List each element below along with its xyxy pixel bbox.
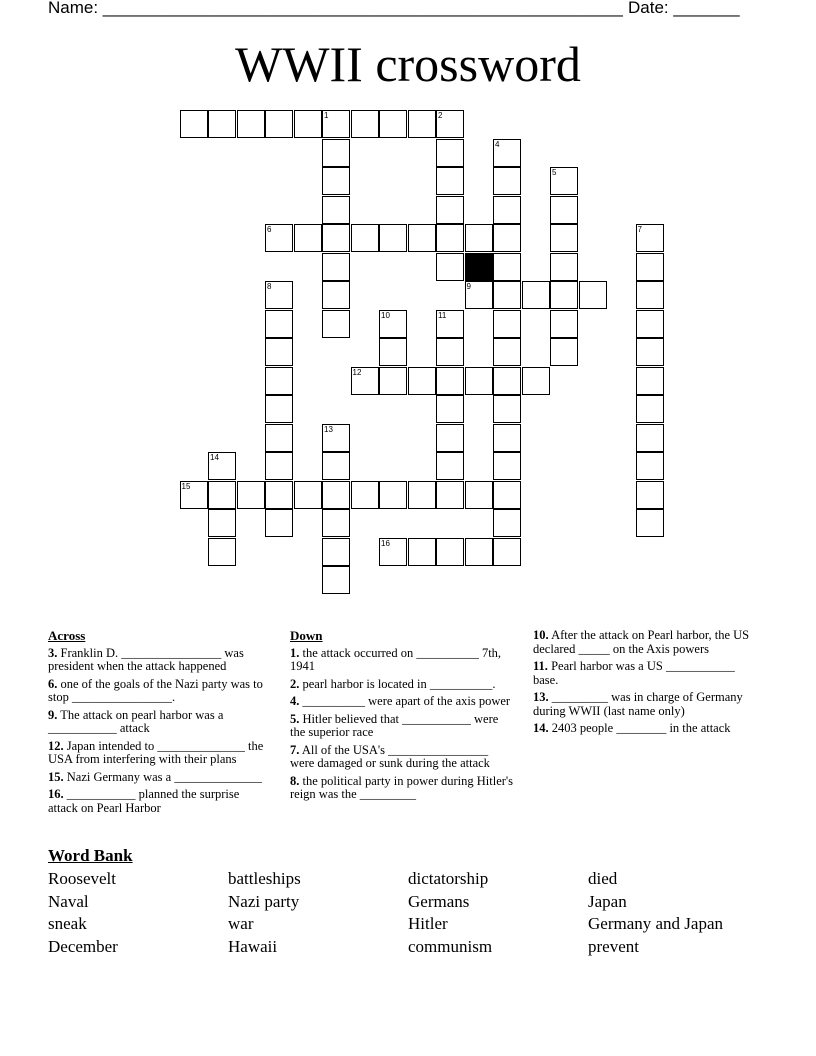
- grid-cell[interactable]: [436, 167, 464, 195]
- grid-cell[interactable]: [322, 253, 350, 281]
- word-bank-item: prevent: [588, 936, 639, 956]
- grid-cell[interactable]: [493, 424, 521, 452]
- grid-cell[interactable]: [493, 196, 521, 224]
- word-bank-item: December: [48, 936, 118, 956]
- word-bank-item: Hawaii: [228, 936, 278, 956]
- word-bank-item: Hitler: [408, 914, 448, 934]
- clue-across-12: 12. Japan intended to ______________ the USA from interfering with their plans: [48, 738, 264, 766]
- grid-cell[interactable]: [322, 538, 350, 566]
- clue-number: 7: [637, 225, 642, 234]
- grid-cell[interactable]: [493, 224, 521, 252]
- grid-cell[interactable]: [493, 167, 521, 195]
- grid-cell[interactable]: [322, 566, 350, 594]
- grid-cell[interactable]: [550, 281, 578, 309]
- clue-number: 9: [466, 282, 471, 291]
- clue-number: 6: [267, 225, 272, 234]
- grid-cell[interactable]: [265, 424, 293, 452]
- grid-cell[interactable]: [351, 224, 379, 252]
- grid-cell[interactable]: [265, 509, 293, 537]
- down-clues: [290, 629, 515, 806]
- grid-cell[interactable]: [265, 452, 293, 480]
- clue-across-15: 15. Nazi Germany was a ______________: [48, 769, 262, 784]
- word-bank-title: Word Bank: [48, 846, 133, 865]
- down-clues-continued: [533, 629, 763, 740]
- grid-cell[interactable]: [493, 367, 521, 395]
- grid-cell[interactable]: [550, 253, 578, 281]
- grid-cell[interactable]: [465, 538, 493, 566]
- clue-number: 14: [210, 453, 219, 462]
- grid-cell[interactable]: [636, 395, 664, 423]
- clue-number: 12: [352, 367, 362, 377]
- grid-cell[interactable]: [322, 110, 350, 138]
- grid-cell[interactable]: [636, 224, 664, 252]
- grid-cell[interactable]: [522, 281, 550, 309]
- grid-cell[interactable]: [351, 367, 379, 395]
- across-heading: Across: [48, 628, 86, 643]
- grid-cell[interactable]: [322, 224, 350, 252]
- grid-cell[interactable]: [322, 509, 350, 537]
- grid-cell[interactable]: [208, 452, 236, 480]
- grid-cell[interactable]: [294, 481, 322, 509]
- clue-across-6: 6. one of the goals of the Nazi party was to stop ________________.: [48, 676, 263, 704]
- word-bank-item: Nazi party: [228, 891, 300, 911]
- grid-cell[interactable]: [493, 481, 521, 509]
- grid-cell[interactable]: [265, 281, 293, 309]
- grid-cell[interactable]: [379, 110, 407, 138]
- grid-cell[interactable]: [379, 224, 407, 252]
- word-bank-item: Naval: [48, 891, 89, 911]
- word-bank-item: Germans: [408, 891, 470, 911]
- clue-across-16: 16. ___________ planned the surprise attack on Pearl Harbor: [48, 787, 240, 815]
- grid-cell[interactable]: [436, 481, 464, 509]
- grid-cell[interactable]: [436, 224, 464, 252]
- grid-cell[interactable]: [180, 481, 208, 509]
- grid-cell[interactable]: [636, 481, 664, 509]
- grid-cell[interactable]: [465, 281, 493, 309]
- clue-number: 5: [552, 168, 557, 177]
- grid-cell[interactable]: [550, 167, 578, 195]
- grid-cell[interactable]: [493, 395, 521, 423]
- grid-cell[interactable]: [408, 538, 436, 566]
- grid-cell[interactable]: [351, 481, 379, 509]
- word-bank-item: Roosevelt: [48, 869, 116, 888]
- clue-number: 16: [381, 538, 390, 548]
- grid-cell[interactable]: [493, 452, 521, 480]
- grid-cell[interactable]: [436, 196, 464, 224]
- clue-number: 11: [438, 310, 447, 320]
- grid-cell[interactable]: [294, 110, 322, 138]
- grid-cell[interactable]: [550, 196, 578, 224]
- down-heading: Down: [290, 628, 323, 643]
- grid-cell[interactable]: [436, 338, 464, 366]
- grid-cell[interactable]: [522, 367, 550, 395]
- grid-cell[interactable]: [379, 338, 407, 366]
- grid-cell[interactable]: [465, 481, 493, 509]
- clue-number: 10: [381, 310, 390, 320]
- black-square: [465, 253, 493, 281]
- grid-cell[interactable]: [208, 509, 236, 537]
- grid-cell[interactable]: [322, 452, 350, 480]
- grid-cell[interactable]: [436, 110, 464, 138]
- word-bank-item: battleships: [228, 869, 301, 888]
- grid-cell[interactable]: [636, 310, 664, 338]
- clue-down-7: 7. All of the USA's ________________ were damaged or sunk during the attack: [290, 742, 490, 770]
- clue-down-11: 11. Pearl harbor was a US ___________ base.: [533, 659, 735, 687]
- clue-number: 8: [267, 282, 272, 291]
- clue-down-2: 2. pearl harbor is located in __________.: [290, 676, 496, 691]
- date-line[interactable]: Date: _______: [628, 0, 740, 17]
- word-bank-item: communism: [408, 936, 493, 956]
- grid-cell[interactable]: [180, 110, 208, 138]
- grid-cell[interactable]: [579, 281, 607, 309]
- grid-cell[interactable]: [379, 481, 407, 509]
- clue-number: 13: [324, 424, 333, 434]
- grid-cell[interactable]: [550, 224, 578, 252]
- clue-down-10: 10. After the attack on Pearl harbor, the US declared _____ on the Axis powers: [533, 628, 750, 656]
- clue-across-3: 3. Franklin D. ________________ was president when the attack happened: [48, 645, 244, 673]
- grid-cell[interactable]: [379, 538, 407, 566]
- grid-cell[interactable]: [436, 538, 464, 566]
- grid-cell[interactable]: [493, 139, 521, 167]
- grid-cell[interactable]: [465, 224, 493, 252]
- page-title: WWII crossword: [235, 36, 581, 92]
- grid-cell[interactable]: [351, 110, 379, 138]
- grid-cell[interactable]: [379, 310, 407, 338]
- word-bank-item: died: [588, 869, 618, 888]
- word-bank-item: war: [228, 914, 254, 934]
- grid-cell[interactable]: [493, 538, 521, 566]
- name-line[interactable]: Name: _______________________________________________________: [48, 0, 623, 17]
- grid-cell[interactable]: [408, 110, 436, 138]
- grid-cell[interactable]: [493, 310, 521, 338]
- grid-cell[interactable]: [636, 281, 664, 309]
- clue-across-9: 9. The attack on pearl harbor was a ___________ attack: [48, 707, 224, 735]
- grid-cell[interactable]: [550, 310, 578, 338]
- word-bank-item: dictatorship: [408, 869, 489, 888]
- across-clues: [48, 629, 270, 819]
- grid-cell[interactable]: [208, 538, 236, 566]
- grid-cell[interactable]: [237, 481, 265, 509]
- word-bank-item: Germany and Japan: [588, 914, 724, 934]
- grid-cell[interactable]: [379, 367, 407, 395]
- grid-cell[interactable]: [436, 452, 464, 480]
- grid-cell[interactable]: [322, 196, 350, 224]
- grid-cell[interactable]: [436, 139, 464, 167]
- grid-cell[interactable]: [208, 110, 236, 138]
- grid-cell[interactable]: [265, 395, 293, 423]
- grid-cell[interactable]: [208, 481, 236, 509]
- grid-cell[interactable]: [636, 452, 664, 480]
- grid-cell[interactable]: [265, 224, 293, 252]
- word-bank: [48, 868, 768, 958]
- grid-cell[interactable]: [636, 424, 664, 452]
- clue-number: 15: [181, 481, 191, 491]
- word-bank-item: Japan: [588, 891, 627, 911]
- clue-number: 2: [438, 111, 443, 120]
- grid-cell[interactable]: [436, 395, 464, 423]
- grid-cell[interactable]: [493, 281, 521, 309]
- grid-cell[interactable]: [322, 310, 350, 338]
- clue-down-8: 8. the political party in power during Hitler's reign was the _________: [290, 773, 514, 801]
- grid-cell[interactable]: [436, 367, 464, 395]
- grid-cell[interactable]: [322, 139, 350, 167]
- grid-cell[interactable]: [550, 338, 578, 366]
- grid-cell[interactable]: [265, 367, 293, 395]
- grid-cell[interactable]: [265, 481, 293, 509]
- clue-down-4: 4. __________ were apart of the axis power: [290, 694, 511, 708]
- grid-cell[interactable]: [436, 253, 464, 281]
- clue-number: 1: [324, 111, 329, 120]
- clue-down-13: 13. _________ was in charge of Germany during WWII (last name only): [533, 690, 743, 718]
- clue-down-1: 1. the attack occurred on __________ 7th, 1941: [290, 645, 502, 673]
- grid-cell[interactable]: [408, 367, 436, 395]
- grid-cell[interactable]: [636, 367, 664, 395]
- clue-down-14: 14. 2403 people ________ in the attack: [533, 721, 731, 735]
- grid-cell[interactable]: [408, 481, 436, 509]
- grid-cell[interactable]: [294, 224, 322, 252]
- grid-cell[interactable]: [322, 424, 350, 452]
- grid-cell[interactable]: [322, 167, 350, 195]
- grid-cell[interactable]: [493, 253, 521, 281]
- grid-cell[interactable]: [265, 110, 293, 138]
- grid-cell[interactable]: [408, 224, 436, 252]
- grid-cell[interactable]: [322, 481, 350, 509]
- grid-cell[interactable]: [465, 367, 493, 395]
- grid-cell[interactable]: [436, 424, 464, 452]
- grid-cell[interactable]: [493, 509, 521, 537]
- clue-number: 4: [495, 139, 500, 149]
- grid-cell[interactable]: [636, 338, 664, 366]
- clue-down-5: 5. Hitler believed that ___________ were the superior race: [290, 711, 499, 739]
- word-bank-item: sneak: [48, 914, 87, 934]
- grid-cell[interactable]: [265, 338, 293, 366]
- grid-cell[interactable]: [237, 110, 265, 138]
- grid-cell[interactable]: [322, 281, 350, 309]
- grid-cell[interactable]: [493, 338, 521, 366]
- grid-cell[interactable]: [636, 253, 664, 281]
- grid-cell[interactable]: [436, 310, 464, 338]
- grid-cell[interactable]: [636, 509, 664, 537]
- grid-cell[interactable]: [265, 310, 293, 338]
